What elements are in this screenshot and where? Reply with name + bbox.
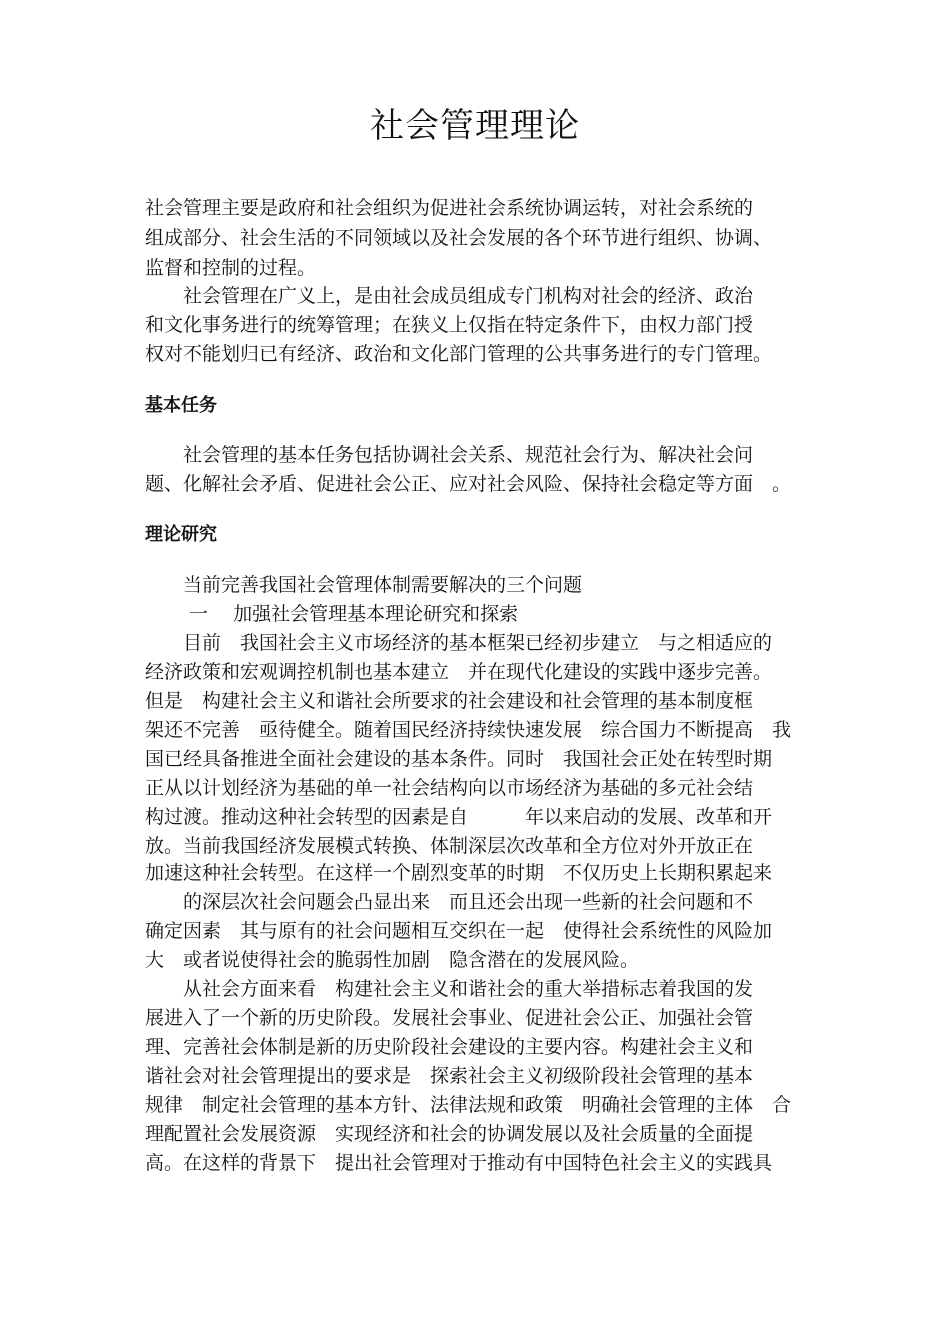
text-line: 规律 制定社会管理的基本方针、法律法规和政策 明确社会管理的主体 合 — [145, 1094, 792, 1116]
text-line: 放。当前我国经济发展模式转换、体制深层次改革和全方位对外开放正在 — [145, 835, 754, 857]
text-line: 当前完善我国社会管理体制需要解决的三个问题 — [145, 574, 583, 596]
text-line: 谐社会对社会管理提出的要求是 探索社会主义初级阶段社会管理的基本 — [145, 1065, 754, 1087]
text-line: 经济政策和宏观调控机制也基本建立 并在现代化建设的实践中逐步完善。 — [145, 661, 773, 683]
text-line: 的深层次社会问题会凸显出来 而且还会出现一些新的社会问题和不 — [145, 891, 754, 913]
text-line: 监督和控制的过程。 — [145, 257, 317, 279]
text-line: 题、化解社会矛盾、促进社会公正、应对社会风险、保持社会稳定等方面 。 — [145, 473, 792, 495]
text-line: 从社会方面来看 构建社会主义和谐社会的重大举措标志着我国的发 — [145, 978, 754, 1000]
text-line: 加速这种社会转型。在这样一个剧烈变革的时期 不仅历史上长期积累起来 — [145, 862, 773, 884]
text-line: 架还不完善 亟待健全。随着国民经济持续快速发展 综合国力不断提高 我 — [145, 719, 792, 741]
text-line: 但是 构建社会主义和谐社会所要求的社会建设和社会管理的基本制度框 — [145, 690, 754, 712]
text-line: 理、完善社会体制是新的历史阶段社会建设的主要内容。构建社会主义和 — [145, 1036, 754, 1058]
text-line: 构过渡。推动这种社会转型的因素是自 年以来启动的发展、改革和开 — [145, 806, 773, 828]
text-line: 高。在这样的背景下 提出社会管理对于推动有中国特色社会主义的实践具 — [145, 1152, 773, 1174]
text-line: 社会管理的基本任务包括协调社会关系、规范社会行为、解决社会问 — [145, 444, 754, 466]
text-line: 组成部分、社会生活的不同领域以及社会发展的各个环节进行组织、协调、 — [145, 227, 773, 249]
text-line: 和文化事务进行的统筹管理；在狭义上仅指在特定条件下，由权力部门授 — [145, 314, 754, 336]
text-line: 国已经具备推进全面社会建设的基本条件。同时 我国社会正处在转型时期 — [145, 748, 773, 770]
text-line: 确定因素 其与原有的社会问题相互交织在一起 使得社会系统性的风险加 — [145, 920, 773, 942]
text-line: 展进入了一个新的历史阶段。发展社会事业、促进社会公正、加强社会管 — [145, 1007, 754, 1029]
text-line: 社会管理在广义上，是由社会成员组成专门机构对社会的经济、政治 — [145, 285, 754, 307]
text-line: 一 加强社会管理基本理论研究和探索 — [145, 603, 519, 625]
text-line: 大 或者说使得社会的脆弱性加剧 隐含潜在的发展风险。 — [145, 949, 640, 971]
document-title: 社会管理理论 — [370, 106, 580, 146]
text-line: 正从以计划经济为基础的单一社会结构向以市场经济为基础的多元社会结 — [145, 777, 754, 799]
text-line: 权对不能划归已有经济、政治和文化部门管理的公共事务进行的专门管理。 — [145, 343, 773, 365]
section-heading-tasks: 基本任务 — [145, 395, 217, 416]
text-line: 社会管理主要是政府和社会组织为促进社会系统协调运转，对社会系统的 — [145, 197, 754, 219]
text-line: 理配置社会发展资源 实现经济和社会的协调发展以及社会质量的全面提 — [145, 1123, 754, 1145]
section-heading-theory: 理论研究 — [145, 524, 217, 545]
text-line: 目前 我国社会主义市场经济的基本框架已经初步建立 与之相适应的 — [145, 632, 773, 654]
